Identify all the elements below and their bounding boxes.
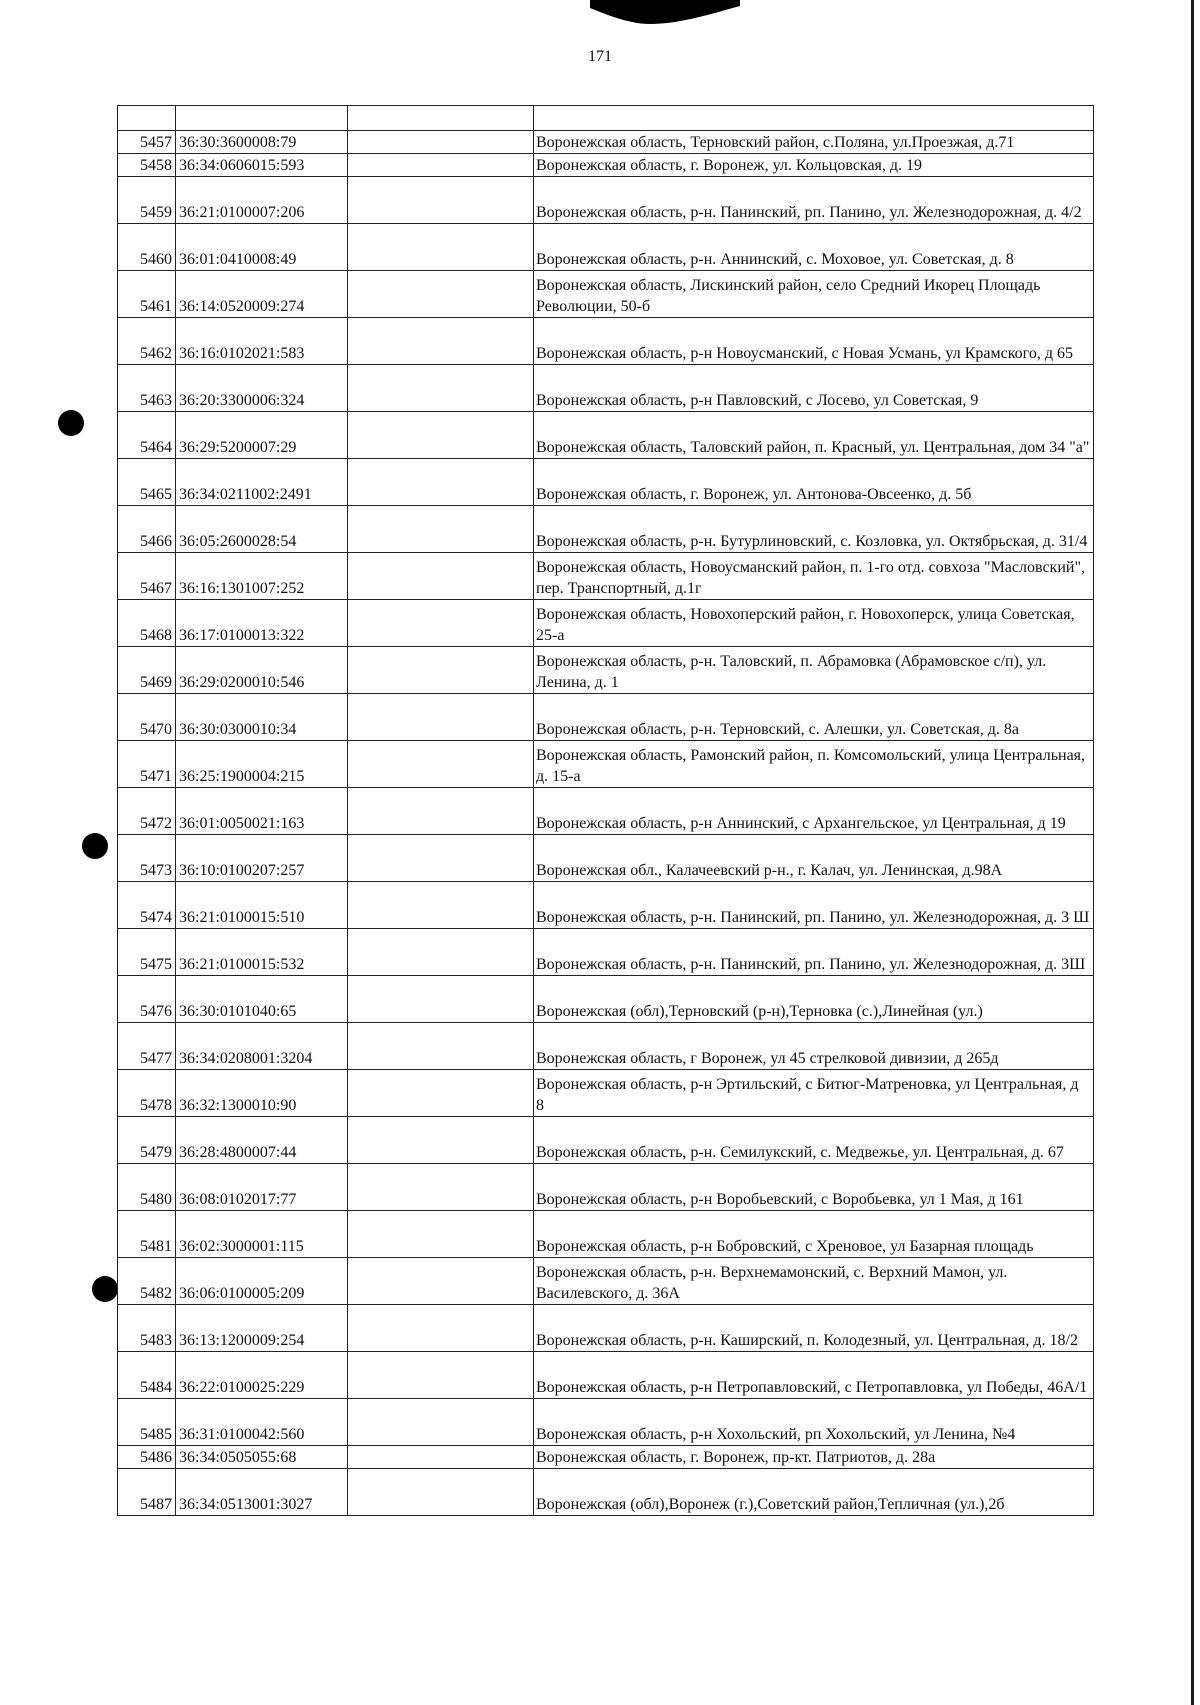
row-number-cell: 5476 — [118, 976, 176, 1023]
address-cell: Воронежская область, р-н Бобровский, с Хреновое, ул Базарная площадь — [534, 1211, 1094, 1258]
cadastral-number-cell: 36:29:0200010:546 — [176, 647, 348, 694]
table-row — [118, 1258, 1094, 1305]
cadastral-number-cell: 36:30:3600008:79 — [176, 131, 348, 154]
cadastral-number-cell: 36:13:1200009:254 — [176, 1305, 348, 1352]
row-number-cell: 5481 — [118, 1211, 176, 1258]
cadastral-number-cell: 36:34:0606015:593 — [176, 154, 348, 177]
row-number-cell: 5468 — [118, 600, 176, 647]
table-row — [118, 1164, 1094, 1211]
cadastral-number-cell: 36:01:0410008:49 — [176, 224, 348, 271]
table-row — [118, 976, 1094, 1023]
table-header-cell — [176, 106, 348, 131]
table-row — [118, 1305, 1094, 1352]
punch-hole-icon — [92, 1276, 118, 1302]
table-row — [118, 1070, 1094, 1117]
table-row — [118, 177, 1094, 224]
cadastral-number-cell: 36:34:0513001:3027 — [176, 1469, 348, 1516]
table-row — [118, 1117, 1094, 1164]
row-number-cell: 5478 — [118, 1070, 176, 1117]
empty-cell — [348, 882, 534, 929]
row-number-cell: 5482 — [118, 1258, 176, 1305]
empty-cell — [348, 600, 534, 647]
page-number: 171 — [588, 48, 612, 65]
row-number-cell: 5460 — [118, 224, 176, 271]
cadastral-number-cell: 36:05:2600028:54 — [176, 506, 348, 553]
table-row — [118, 506, 1094, 553]
cadastral-number-cell: 36:29:5200007:29 — [176, 412, 348, 459]
address-cell: Воронежская область, р-н. Каширский, п. Колодезный, ул. Центральная, д. 18/2 — [534, 1305, 1094, 1352]
table-row — [118, 788, 1094, 835]
empty-cell — [348, 929, 534, 976]
row-number-cell: 5484 — [118, 1352, 176, 1399]
address-cell: Воронежская область, р-н. Бутурлиновский, с. Козловка, ул. Октябрьская, д. 31/4 — [534, 506, 1094, 553]
empty-cell — [348, 154, 534, 177]
empty-cell — [348, 412, 534, 459]
cadastral-number-cell: 36:16:1301007:252 — [176, 553, 348, 600]
row-number-cell: 5464 — [118, 412, 176, 459]
cadastral-number-cell: 36:34:0208001:3204 — [176, 1023, 348, 1070]
cadastral-number-cell: 36:17:0100013:322 — [176, 600, 348, 647]
row-number-cell: 5487 — [118, 1469, 176, 1516]
cadastral-number-cell: 36:02:3000001:115 — [176, 1211, 348, 1258]
table-header-cell — [118, 106, 176, 131]
empty-cell — [348, 1469, 534, 1516]
empty-cell — [348, 1164, 534, 1211]
address-cell: Воронежская область, Терновский район, с.Поляна, ул.Проезжая, д.71 — [534, 131, 1094, 154]
empty-cell — [348, 976, 534, 1023]
cadastral-number-cell: 36:14:0520009:274 — [176, 271, 348, 318]
row-number-cell: 5467 — [118, 553, 176, 600]
address-cell: Воронежская (обл),Терновский (р-н),Терновка (с.),Линейная (ул.) — [534, 976, 1094, 1023]
cadastral-number-cell: 36:34:0211002:2491 — [176, 459, 348, 506]
empty-cell — [348, 1305, 534, 1352]
empty-cell — [348, 553, 534, 600]
table-header-row — [118, 106, 1094, 131]
address-cell: Воронежская (обл),Воронеж (г.),Советский район,Тепличная (ул.),2б — [534, 1469, 1094, 1516]
punch-hole-icon — [82, 833, 108, 859]
address-cell: Воронежская область, р-н Воробьевский, с Воробьевка, ул 1 Мая, д 161 — [534, 1164, 1094, 1211]
empty-cell — [348, 835, 534, 882]
address-cell: Воронежская область, Таловский район, п. Красный, ул. Центральная, дом 34 "а" — [534, 412, 1094, 459]
empty-cell — [348, 271, 534, 318]
row-number-cell: 5486 — [118, 1446, 176, 1469]
address-cell: Воронежская область, р-н. Семилукский, с. Медвежье, ул. Центральная, д. 67 — [534, 1117, 1094, 1164]
table-row — [118, 365, 1094, 412]
row-number-cell: 5463 — [118, 365, 176, 412]
table-row — [118, 1446, 1094, 1469]
empty-cell — [348, 1070, 534, 1117]
table-row — [118, 600, 1094, 647]
cadastral-number-cell: 36:08:0102017:77 — [176, 1164, 348, 1211]
cadastral-number-cell: 36:22:0100025:229 — [176, 1352, 348, 1399]
address-cell: Воронежская область, Лискинский район, село Средний Икорец Площадь Революции, 50-б — [534, 271, 1094, 318]
empty-cell — [348, 1352, 534, 1399]
address-cell: Воронежская область, р-н Петропавловский, с Петропавловка, ул Победы, 46А/1 — [534, 1352, 1094, 1399]
address-cell: Воронежская область, р-н. Терновский, с. Алешки, ул. Советская, д. 8а — [534, 694, 1094, 741]
row-number-cell: 5459 — [118, 177, 176, 224]
row-number-cell: 5469 — [118, 647, 176, 694]
row-number-cell: 5473 — [118, 835, 176, 882]
cadastral-number-cell: 36:21:0100015:532 — [176, 929, 348, 976]
row-number-cell: 5471 — [118, 741, 176, 788]
empty-cell — [348, 318, 534, 365]
row-number-cell: 5485 — [118, 1399, 176, 1446]
registry-table — [117, 105, 1094, 1516]
table-header-cell — [348, 106, 534, 131]
address-cell: Воронежская обл., Калачеевский р-н., г. Калач, ул. Ленинская, д.98А — [534, 835, 1094, 882]
table-row — [118, 459, 1094, 506]
empty-cell — [348, 177, 534, 224]
empty-cell — [348, 694, 534, 741]
empty-cell — [348, 131, 534, 154]
table-row — [118, 647, 1094, 694]
address-cell: Воронежская область, р-н Хохольский, рп Хохольский, ул Ленина, №4 — [534, 1399, 1094, 1446]
address-cell: Воронежская область, р-н. Панинский, рп. Панино, ул. Железнодорожная, д. 3Ш — [534, 929, 1094, 976]
row-number-cell: 5474 — [118, 882, 176, 929]
table-row — [118, 1469, 1094, 1516]
table-row — [118, 1023, 1094, 1070]
empty-cell — [348, 1399, 534, 1446]
cadastral-number-cell: 36:25:1900004:215 — [176, 741, 348, 788]
empty-cell — [348, 1117, 534, 1164]
cadastral-number-cell: 36:34:0505055:68 — [176, 1446, 348, 1469]
scan-top-mark — [590, 0, 740, 26]
empty-cell — [348, 1211, 534, 1258]
scan-right-edge — [1191, 0, 1194, 1705]
cadastral-number-cell: 36:30:0300010:34 — [176, 694, 348, 741]
empty-cell — [348, 1446, 534, 1469]
empty-cell — [348, 1258, 534, 1305]
row-number-cell: 5483 — [118, 1305, 176, 1352]
cadastral-number-cell: 36:10:0100207:257 — [176, 835, 348, 882]
address-cell: Воронежская область, р-н Павловский, с Лосево, ул Советская, 9 — [534, 365, 1094, 412]
table-header-cell — [534, 106, 1094, 131]
table-row — [118, 741, 1094, 788]
empty-cell — [348, 788, 534, 835]
address-cell: Воронежская область, Новоусманский район, п. 1-го отд. совхоза "Масловский", пер. Транспортный, д.1г — [534, 553, 1094, 600]
row-number-cell: 5470 — [118, 694, 176, 741]
address-cell: Воронежская область, р-н Эртильский, с Битюг-Матреновка, ул Центральная, д 8 — [534, 1070, 1094, 1117]
cadastral-number-cell: 36:31:0100042:560 — [176, 1399, 348, 1446]
cadastral-number-cell: 36:16:0102021:583 — [176, 318, 348, 365]
cadastral-number-cell: 36:01:0050021:163 — [176, 788, 348, 835]
row-number-cell: 5465 — [118, 459, 176, 506]
row-number-cell: 5461 — [118, 271, 176, 318]
table-row — [118, 131, 1094, 154]
address-cell: Воронежская область, р-н. Аннинский, с. Моховое, ул. Советская, д. 8 — [534, 224, 1094, 271]
empty-cell — [348, 506, 534, 553]
row-number-cell: 5462 — [118, 318, 176, 365]
cadastral-number-cell: 36:20:3300006:324 — [176, 365, 348, 412]
empty-cell — [348, 224, 534, 271]
address-cell: Воронежская область, р-н. Панинский, рп. Панино, ул. Железнодорожная, д. 4/2 — [534, 177, 1094, 224]
row-number-cell: 5475 — [118, 929, 176, 976]
table-row — [118, 1211, 1094, 1258]
address-cell: Воронежская область, г. Воронеж, пр-кт. Патриотов, д. 28а — [534, 1446, 1094, 1469]
address-cell: Воронежская область, г. Воронеж, ул. Кольцовская, д. 19 — [534, 154, 1094, 177]
empty-cell — [348, 365, 534, 412]
address-cell: Воронежская область, г. Воронеж, ул. Антонова-Овсеенко, д. 5б — [534, 459, 1094, 506]
address-cell: Воронежская область, р-н. Верхнемамонский, с. Верхний Мамон, ул. Василевского, д. 36А — [534, 1258, 1094, 1305]
table-row — [118, 553, 1094, 600]
table-row — [118, 412, 1094, 459]
cadastral-number-cell: 36:30:0101040:65 — [176, 976, 348, 1023]
row-number-cell: 5479 — [118, 1117, 176, 1164]
row-number-cell: 5457 — [118, 131, 176, 154]
cadastral-number-cell: 36:32:1300010:90 — [176, 1070, 348, 1117]
table-row — [118, 835, 1094, 882]
empty-cell — [348, 741, 534, 788]
row-number-cell: 5480 — [118, 1164, 176, 1211]
cadastral-number-cell: 36:21:0100007:206 — [176, 177, 348, 224]
address-cell: Воронежская область, р-н Аннинский, с Архангельское, ул Центральная, д 19 — [534, 788, 1094, 835]
table-row — [118, 882, 1094, 929]
row-number-cell: 5458 — [118, 154, 176, 177]
table-row — [118, 154, 1094, 177]
row-number-cell: 5472 — [118, 788, 176, 835]
empty-cell — [348, 459, 534, 506]
table-row — [118, 271, 1094, 318]
table-row — [118, 694, 1094, 741]
table-row — [118, 318, 1094, 365]
empty-cell — [348, 647, 534, 694]
row-number-cell: 5466 — [118, 506, 176, 553]
address-cell: Воронежская область, р-н. Таловский, п. Абрамовка (Абрамовское с/п), ул. Ленина, д. 1 — [534, 647, 1094, 694]
address-cell: Воронежская область, Рамонский район, п. Комсомольский, улица Центральная, д. 15-а — [534, 741, 1094, 788]
table-row — [118, 224, 1094, 271]
cadastral-number-cell: 36:28:4800007:44 — [176, 1117, 348, 1164]
cadastral-number-cell: 36:06:0100005:209 — [176, 1258, 348, 1305]
table-row — [118, 1399, 1094, 1446]
address-cell: Воронежская область, Новохоперский район, г. Новохоперск, улица Советская, 25-а — [534, 600, 1094, 647]
table-row — [118, 929, 1094, 976]
empty-cell — [348, 1023, 534, 1070]
address-cell: Воронежская область, р-н. Панинский, рп. Панино, ул. Железнодорожная, д. 3 Ш — [534, 882, 1094, 929]
cadastral-number-cell: 36:21:0100015:510 — [176, 882, 348, 929]
punch-hole-icon — [58, 410, 84, 436]
row-number-cell: 5477 — [118, 1023, 176, 1070]
address-cell: Воронежская область, р-н Новоусманский, с Новая Усмань, ул Крамского, д 65 — [534, 318, 1094, 365]
table-row — [118, 1352, 1094, 1399]
address-cell: Воронежская область, г Воронеж, ул 45 стрелковой дивизии, д 265д — [534, 1023, 1094, 1070]
